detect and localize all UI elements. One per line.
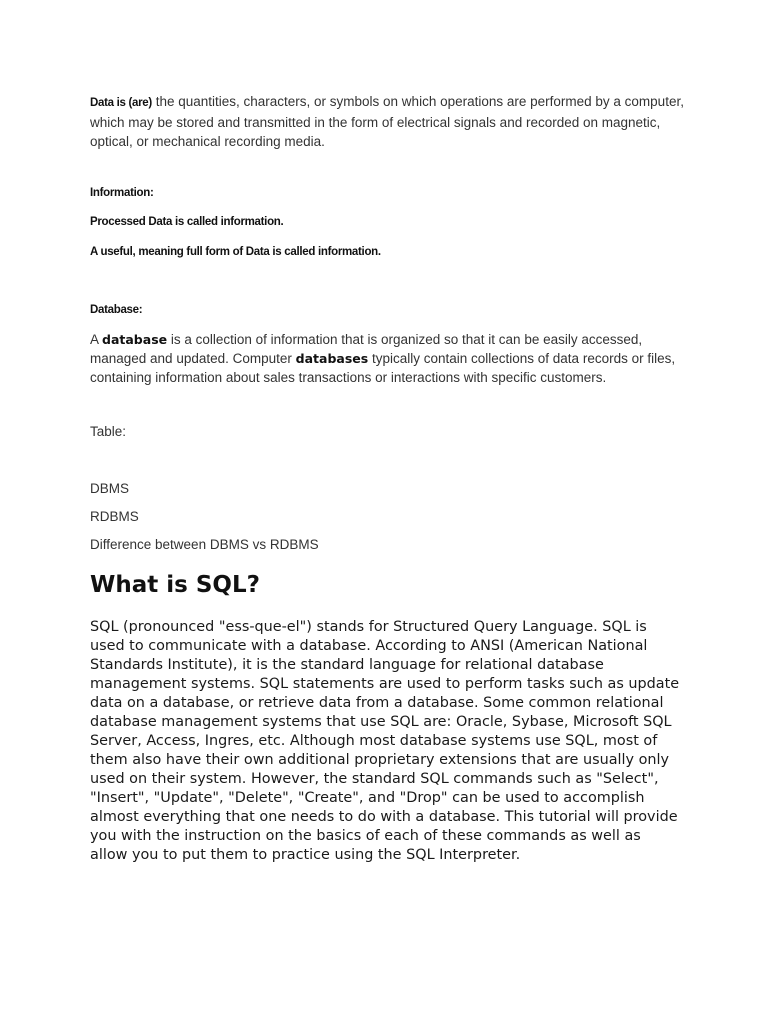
sql-heading: What is SQL? — [90, 572, 260, 598]
information-line-1: Processed Data is called information. — [90, 216, 284, 228]
database-term: database — [102, 332, 168, 347]
sql-paragraph: SQL (pronounced "ess-que-el") stands for Structured Query Language. SQL is used to communicate with a database. According to ANSI (American National Standards Institute), it is the standard language for relational database management systems. SQL statements are used to perform tasks such as update data on a database, or retrieve data from a database. Some common relational database management systems that use SQL are: Oracle, Sybase, Microsoft SQL Server, Access, Ingres, etc. Although most database systems use SQL, most of them also have their own additional proprietary extensions that are usually only used on their system. However, the standard SQL commands such as "Select", "Insert", "Update", "Delete", "Create", and "Drop" can be used to accomplish almost everything that one needs to do with a database. This tutorial will provide you with the instruction on the basics of each of these commands as well as allow you to put them to practice using the SQL Interpreter. — [90, 619, 680, 863]
table-label: Table: — [90, 424, 127, 439]
information-heading: Information: — [90, 187, 154, 199]
rdbms-label: RDBMS — [90, 509, 139, 524]
database-paragraph — [90, 330, 690, 387]
data-definition-text: the quantities, characters, or symbols on which operations are performed by a computer, which may be stored and transmitted in the form of electrical signals and recorded on magnetic, optical, or mechanical recording media. — [90, 94, 684, 149]
data-definition-paragraph — [90, 92, 690, 151]
database-heading: Database: — [90, 304, 143, 316]
data-definition-lead: Data is (are) — [90, 97, 152, 109]
database-text-middle: is a collection of information that is organized so that it can be easily accessed, managed and updated. Computer — [90, 332, 643, 366]
database-text-start: A — [90, 332, 103, 347]
information-line-2: A useful, meaning full form of Data is called information. — [90, 246, 381, 258]
database-text-end: typically contain collections of data records or files, containing information about sales transactions or interactions with specific customers. — [90, 351, 676, 385]
difference-label: Difference between DBMS vs RDBMS — [90, 537, 319, 552]
databases-term: databases — [295, 351, 369, 366]
dbms-label: DBMS — [90, 481, 130, 496]
